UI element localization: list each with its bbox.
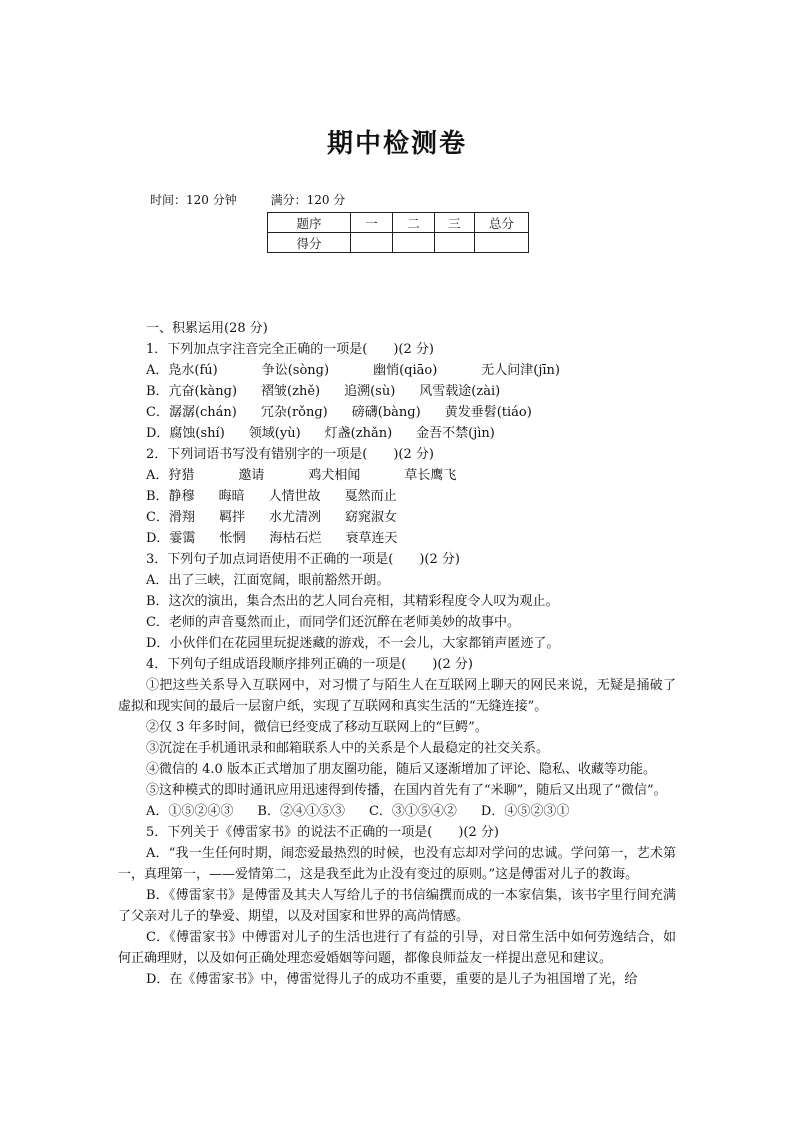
option-item: 窈窕淑女 (344, 510, 397, 525)
time-label: 时间：120 分钟 (150, 193, 237, 207)
question-5-stem: 5．下列关于《傅雷家书》的说法不正确的一项是( )(2 分) (146, 825, 499, 840)
option-item: B．静穆 (146, 489, 195, 504)
score-table (267, 212, 529, 253)
exam-meta (150, 191, 345, 209)
question-4-sentence-5: ⑤这种模式的即时通讯应用迅速得到传播，在国内首先有了“米聊”，随后又出现了“微信”。 (146, 783, 667, 798)
option-item: 人情世故 (268, 489, 321, 504)
option-item: C．潺潺(chán) (146, 405, 237, 420)
option-item: 无人问津(jīn) (481, 363, 560, 378)
score-cell[interactable] (435, 233, 475, 253)
option-item: 争讼(sònɡ) (261, 363, 330, 378)
score-cell[interactable] (351, 233, 393, 253)
score-cell[interactable] (475, 233, 529, 253)
question-2-option-c (118, 507, 676, 528)
question-1-option-c (118, 402, 676, 423)
option-item: 灯盏(zhǎn) (324, 426, 393, 441)
option-item: 鸡犬相闻 (308, 468, 361, 483)
score-row-label: 得分 (268, 233, 351, 253)
question-4-sentence-3: ③沉淀在手机通讯录和邮箱联系人中的关系是个人最稳定的社交关系。 (146, 741, 550, 756)
option-item: B．亢奋(kànɡ) (146, 384, 238, 399)
option-item: 晦暗 (218, 489, 245, 504)
score-table-header-cell: 二 (393, 213, 435, 233)
question-3-option-d: D．小伙伴们在花园里玩捉迷藏的游戏，不一会儿，大家都销声匿迹了。 (146, 636, 560, 651)
option-item: 戛然而止 (344, 489, 397, 504)
option-item: C．滑翔 (146, 510, 195, 525)
option-item: 海枯石烂 (269, 531, 322, 546)
total-score-label: 满分：120 分 (270, 193, 346, 207)
question-4-stem: 4．下列句子组成语段顺序排列正确的一项是( )(2 分) (146, 657, 473, 672)
question-5-option-d: D．在《傅雷家书》中，傅雷觉得儿子的成功不重要，重要的是儿子为祖国增了光，给 (146, 972, 638, 987)
option-item: 邀请 (238, 468, 265, 483)
option-item: 水尤清冽 (268, 510, 321, 525)
score-table-header-cell: 总分 (475, 213, 529, 233)
question-1-option-b (118, 381, 676, 402)
option-item: 冗杂(rǒnɡ) (260, 405, 328, 420)
option-item: 风雪载途(zài) (419, 384, 501, 399)
exam-content (118, 318, 676, 990)
question-3-option-a: A．出了三峡，江面宽阔，眼前豁然开朗。 (146, 573, 390, 588)
option-item: A．①⑤②④③ (146, 804, 234, 819)
question-3-option-c: C．老师的声音戛然而止，而同学们还沉醉在老师美妙的故事中。 (146, 615, 520, 630)
option-item: D．④⑤②③① (480, 804, 570, 819)
question-3-stem: 3．下列句子加点词语使用不正确的一项是( )(2 分) (146, 552, 460, 567)
option-item: D．霎霭 (146, 531, 196, 546)
option-item: B．②④①⑤③ (257, 804, 345, 819)
option-item: A．狩猎 (146, 468, 195, 483)
question-5-option-c: C．《傅雷家书》中傅雷对儿子的生活也进行了有益的引导，对日常生活中如何劳逸结合，如何正确理财，以及如何正确处理恋爱婚姻等问题，都像良师益友一样提出意见和建议。 (118, 930, 676, 966)
score-table-score-row (268, 233, 529, 253)
question-3-option-b: B．这次的演出，集合杰出的艺人同台亮相，其精彩程度令人叹为观止。 (146, 594, 559, 609)
option-item: 羁拌 (218, 510, 245, 525)
score-table-header-cell: 题序 (268, 213, 351, 233)
option-item: 追溯(sù) (344, 384, 396, 399)
question-4-sentence-4: ④微信的 4.0 版本正式增加了朋友圈功能，随后又逐渐增加了评论、隐私、收藏等功能。 (146, 762, 656, 777)
question-5-option-a: A．“我一生任何时期，闹恋爱最热烈的时候，也没有忘却对学问的忠诚。学问第一，艺术第一，真理第一，——爱情第二，这是我至此为止没有变过的原则。”这是傅雷对儿子的教诲。 (118, 846, 676, 882)
question-1-option-d (118, 423, 676, 444)
question-1-stem: 1．下列加点字注音完全正确的一项是( )(2 分) (146, 342, 434, 357)
option-item: 黄发垂髫(tiáo) (444, 405, 532, 420)
score-table-header-cell: 一 (351, 213, 393, 233)
option-item: C．③①⑤④② (368, 804, 457, 819)
option-item: 幽悄(qiāo) (373, 363, 438, 378)
option-item: 怅惘 (219, 531, 246, 546)
question-2-option-a (118, 465, 676, 486)
option-item: 衰草连天 (345, 531, 398, 546)
question-2-option-d (118, 528, 676, 549)
option-item: D．腐蚀(shí) (146, 426, 225, 441)
option-item: 磅礴(bànɡ) (351, 405, 421, 420)
question-1-option-a (118, 360, 676, 381)
question-4-sentence-2: ②仅 3 年多时间，微信已经变成了移动互联网上的“巨鳄”。 (146, 720, 488, 735)
option-item: 草长鹰飞 (404, 468, 457, 483)
option-item: 领域(yù) (248, 426, 301, 441)
option-item: A．凫水(fú) (146, 363, 218, 378)
question-4-sentence-1: ①把这些关系导入互联网中，对习惯了与陌生人在互联网上聊天的网民来说，无疑是捅破了虚拟和现实间的最后一层窗户纸，实现了互联网和真实生活的“无缝连接”。 (118, 678, 676, 714)
option-item: 褶皱(zhě) (261, 384, 321, 399)
score-table-header-cell: 三 (435, 213, 475, 233)
score-table-header-row (268, 213, 529, 233)
question-4-options (118, 801, 676, 822)
score-cell[interactable] (393, 233, 435, 253)
question-2-option-b (118, 486, 676, 507)
question-2-stem: 2．下列词语书写没有错别字的一项是( )(2 分) (146, 447, 434, 462)
question-5-option-b: B．《傅雷家书》是傅雷及其夫人写给儿子的书信编撰而成的一本家信集，该书字里行间充满了父亲对儿子的挚爱、期望，以及对国家和世界的高尚情感。 (118, 888, 676, 924)
section-heading: 一、积累运用(28 分) (146, 321, 268, 336)
page-title: 期中检测卷 (326, 129, 467, 159)
option-item: 金吾不禁(jìn) (416, 426, 495, 441)
